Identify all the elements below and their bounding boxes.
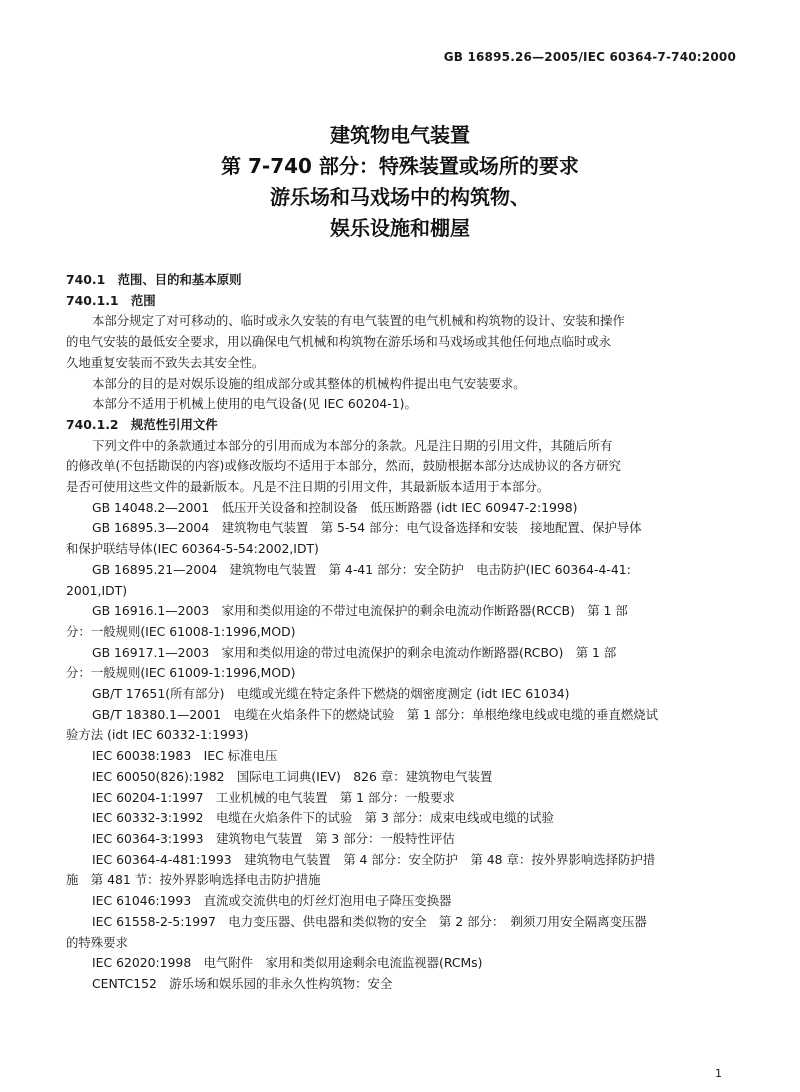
paragraph-scope-line-2: 的电气安装的最低安全要求，用以确保电气机械和构筑物在游乐场和马戏场或其他任何地点临时或永: [66, 334, 612, 350]
standard-code: GB 16895.26—2005/IEC 60364-7-740:2000: [443, 50, 736, 64]
title-line-4: 娱乐设施和棚屋: [330, 216, 470, 240]
reference-entry: IEC 61558-2-5:1997 电力变压器、供电器和类似物的安全 第 2 部分： 剃须刀用安全隔离变压器: [92, 913, 647, 929]
reference-entry: GB/T 18380.1—2001 电缆在火焰条件下的燃烧试验 第 1 部分：单根绝缘电线或电缆的垂直燃烧试: [92, 706, 658, 722]
normative-references-list: [66, 498, 736, 995]
reference-entry: IEC 60332-3:1992 电缆在火焰条件下的试验 第 3 部分：成束电线或电缆的试验: [92, 810, 554, 826]
reference-entry-continuation: 分：一般规则(IEC 61008-1:1996,MOD): [66, 623, 296, 639]
paragraph-purpose: 本部分的目的是对娱乐设施的组成部分或其整体的机械构件提出电气安装要求。: [92, 375, 526, 391]
page-number: 1: [715, 1067, 722, 1080]
reference-entry: GB 16895.21—2004 建筑物电气装置 第 4-41 部分：安全防护 电击防护(IEC 60364-4-41:: [92, 561, 631, 577]
reference-entry: IEC 60038:1983 IEC 标准电压: [92, 748, 278, 764]
reference-entry: GB 16916.1—2003 家用和类似用途的不带过电流保护的剩余电流动作断路器(RCCB) 第 1 部: [92, 603, 628, 619]
paragraph-refs-intro-line-1: 下列文件中的条款通过本部分的引用而成为本部分的条款。凡是注日期的引用文件，其随后所有: [92, 437, 613, 453]
reference-entry: IEC 60050(826):1982 国际电工词典(IEV) 826 章：建筑物电气装置: [92, 768, 493, 784]
reference-entry: GB 16895.3—2004 建筑物电气装置 第 5-54 部分：电气设备选择和安装 接地配置、保护导体: [92, 520, 642, 536]
paragraph-refs-intro-line-3: 是否可使用这些文件的最新版本。凡是不注日期的引用文件，其最新版本适用于本部分。: [66, 479, 550, 495]
reference-entry: GB/T 17651(所有部分) 电缆或光缆在特定条件下燃烧的烟密度测定 (idt IEC 61034): [92, 686, 570, 702]
reference-entry: GB 16917.1—2003 家用和类似用途的带过电流保护的剩余电流动作断路器(RCBO) 第 1 部: [92, 644, 617, 660]
reference-entry-continuation: 分：一般规则(IEC 61009-1:1996,MOD): [66, 665, 296, 681]
reference-entry: IEC 62020:1998 电气附件 家用和类似用途剩余电流监视器(RCMs): [92, 955, 483, 971]
reference-entry: GB 14048.2—2001 低压开关设备和控制设备 低压断路器 (idt IEC 60947-2:1998): [92, 499, 578, 515]
paragraph-scope-line-1: 本部分规定了对可移动的、临时或永久安装的有电气装置的电气机械和构筑物的设计、安装和操作: [92, 313, 625, 329]
reference-entry: IEC 60204-1:1997 工业机械的电气装置 第 1 部分：一般要求: [92, 789, 455, 805]
reference-entry: IEC 60364-3:1993 建筑物电气装置 第 3 部分：一般特性评估: [92, 830, 455, 846]
title-line-3: 游乐场和马戏场中的构筑物、: [270, 185, 530, 209]
section-heading-740-1-1: 740.1.1 范围: [66, 292, 156, 308]
document-title: [0, 120, 800, 244]
paragraph-scope-line-3: 久地重复安装而不致失去其安全性。: [66, 354, 265, 370]
reference-entry: IEC 60364-4-481:1993 建筑物电气装置 第 4 部分：安全防护 第 48 章：按外界影响选择防护措: [92, 851, 656, 867]
section-heading-740-1: 740.1 范围、目的和基本原则: [66, 272, 242, 287]
reference-entry: CENTC152 游乐场和娱乐园的非永久性构筑物：安全: [92, 975, 393, 991]
reference-entry-continuation: 和保护联结导体(IEC 60364-5-54:2002,IDT): [66, 541, 319, 557]
reference-entry: IEC 61046:1993 直流或交流供电的灯丝灯泡用电子降压变换器: [92, 893, 452, 909]
section-heading-740-1-2: 740.1.2 规范性引用文件: [66, 416, 218, 432]
reference-entry-continuation: 2001,IDT): [66, 582, 128, 598]
title-line-2: 第 7-740 部分：特殊装置或场所的要求: [221, 154, 579, 178]
reference-entry-continuation: 的特殊要求: [66, 934, 128, 950]
title-line-1: 建筑物电气装置: [330, 123, 470, 147]
paragraph-refs-intro-line-2: 的修改单(不包括勘误的内容)或修改版均不适用于本部分，然而，鼓励根据本部分达成协议的各方研究: [66, 458, 621, 474]
document-body: [66, 270, 736, 995]
reference-entry-continuation: 施 第 481 节：按外界影响选择电击防护措施: [66, 872, 321, 888]
reference-entry-continuation: 验方法 (idt IEC 60332-1:1993): [66, 727, 249, 743]
paragraph-exclusion: 本部分不适用于机械上使用的电气设备(见 IEC 60204-1)。: [92, 396, 417, 412]
